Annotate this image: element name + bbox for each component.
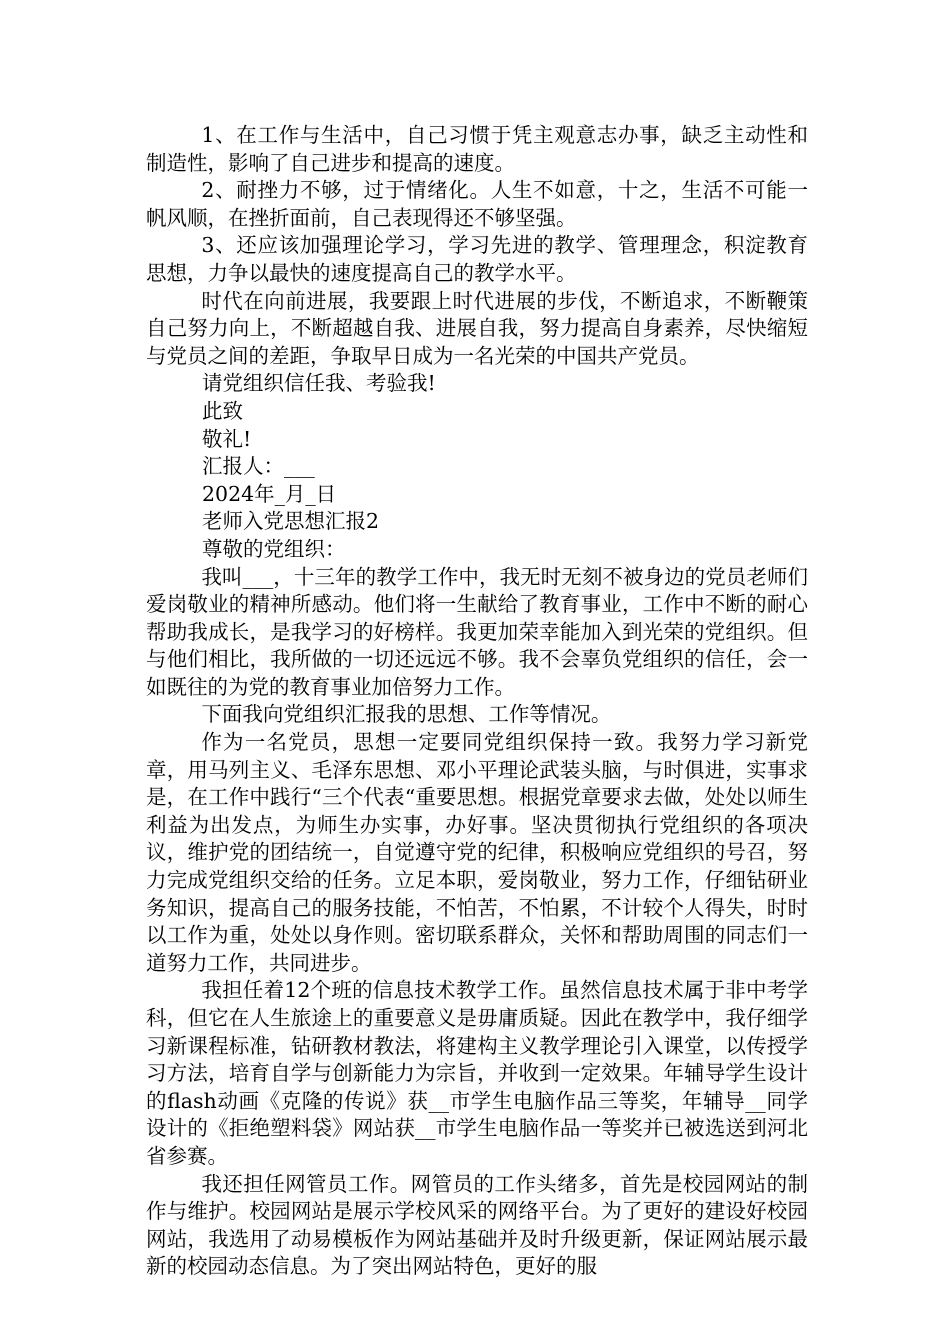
paragraph-ideology: 作为一名党员，思想一定要同党组织保持一致。我努力学习新党章，用马列主义、毛泽东思想、邓小平理论武装头脑，与时俱进，实事求是，在工作中践行“三个代表“重要思想。根据党章要求去做，处处以师生利益为出发点，为师生办实事，办好事。坚决贯彻执行党组织的各项决议，维护党的团结统一，自觉遵守党的纪律，积极响应党组织的号召，努力完成党组织交给的任务。立足本职，爱岗敬业，努力工作，仔细钻研业务知识，提高自己的服务技能，不怕苦，不怕累，不计较个人得失，时时以工作为重，处处以身作则。密切联系群众，关怀和帮助周围的同志们一道努力工作，共同进步。 (146, 730, 808, 975)
paragraph-report-lead: 下面我向党组织汇报我的思想、工作等情况。 (201, 702, 612, 727)
trust-line: 请党组织信任我、考验我! (202, 371, 436, 396)
paragraph-intro: 我叫___，十三年的教学工作中，我无时无刻不被身边的党员老师们爱岗敬业的精神所感动。他们将一生献给了教育事业，工作中不断的耐心帮助我成长，是我学习的好榜样。我更加荣幸能加入到光荣的党组织。但与他们相比，我所做的一切还远远不够。我不会辜负党组织的信任，会一如既往的为党的教育事业加倍努力工作。 (146, 564, 808, 699)
closing-salute-1: 此致 (202, 398, 243, 423)
section-title: 老师入党思想汇报2 (202, 509, 380, 534)
salutation: 尊敬的党组织： (202, 536, 346, 561)
paragraph-point-2: 2、耐挫力不够，过于情绪化。人生不如意，十之，生活不可能一帆风顺，在挫折面前，自己表现得还不够坚强。 (146, 178, 808, 230)
paragraph-progress: 时代在向前进展，我要跟上时代进展的步伐，不断追求，不断鞭策自己努力向上，不断超越自我、进展自我，努力提高自身素养，尽快缩短与党员之间的差距，争取早日成为一名光荣的中国共产党员。 (146, 288, 808, 368)
closing-salute-2: 敬礼! (202, 426, 252, 451)
date-line: 2024年_月_日 (202, 481, 337, 506)
paragraph-teaching: 我担任着12个班的信息技术教学工作。虽然信息技术属于非中考学科，但它在人生旅途上的重要意义是毋庸质疑。因此在教学中，我仔细学习新课程标准，钻研教材教法，将建构主义教学理论引入课堂，以传授学习方法，培育自学与创新能力为宗旨，并收到一定效果。年辅导学生设计的flash动画《克隆的传说》获__市学生电脑作品三等奖，年辅导__同学设计的《拒绝塑料袋》网站获__市学生电脑作品一等奖并已被选送到河北省参赛。 (146, 978, 808, 1168)
paragraph-point-1: 1、在工作与生活中，自己习惯于凭主观意志办事，缺乏主动性和制造性，影响了自己进步和提高的速度。 (146, 123, 808, 175)
paragraph-network-admin: 我还担任网管员工作。网管员的工作头绪多，首先是校园网站的制作与维护。校园网站是展示学校风采的网络平台。为了更好的建设好校园网站，我选用了动易模板作为网站基础并及时升级更新，保证网站展示最新的校园动态信息。为了突出网站特色，更好的服 (146, 1171, 808, 1279)
document-page (146, 122, 808, 1281)
reporter-line: 汇报人：___ (202, 454, 315, 479)
paragraph-point-3: 3、还应该加强理论学习，学习先进的教学、管理理念，积淀教育思想，力争以最快的速度提高自己的教学水平。 (146, 233, 808, 285)
